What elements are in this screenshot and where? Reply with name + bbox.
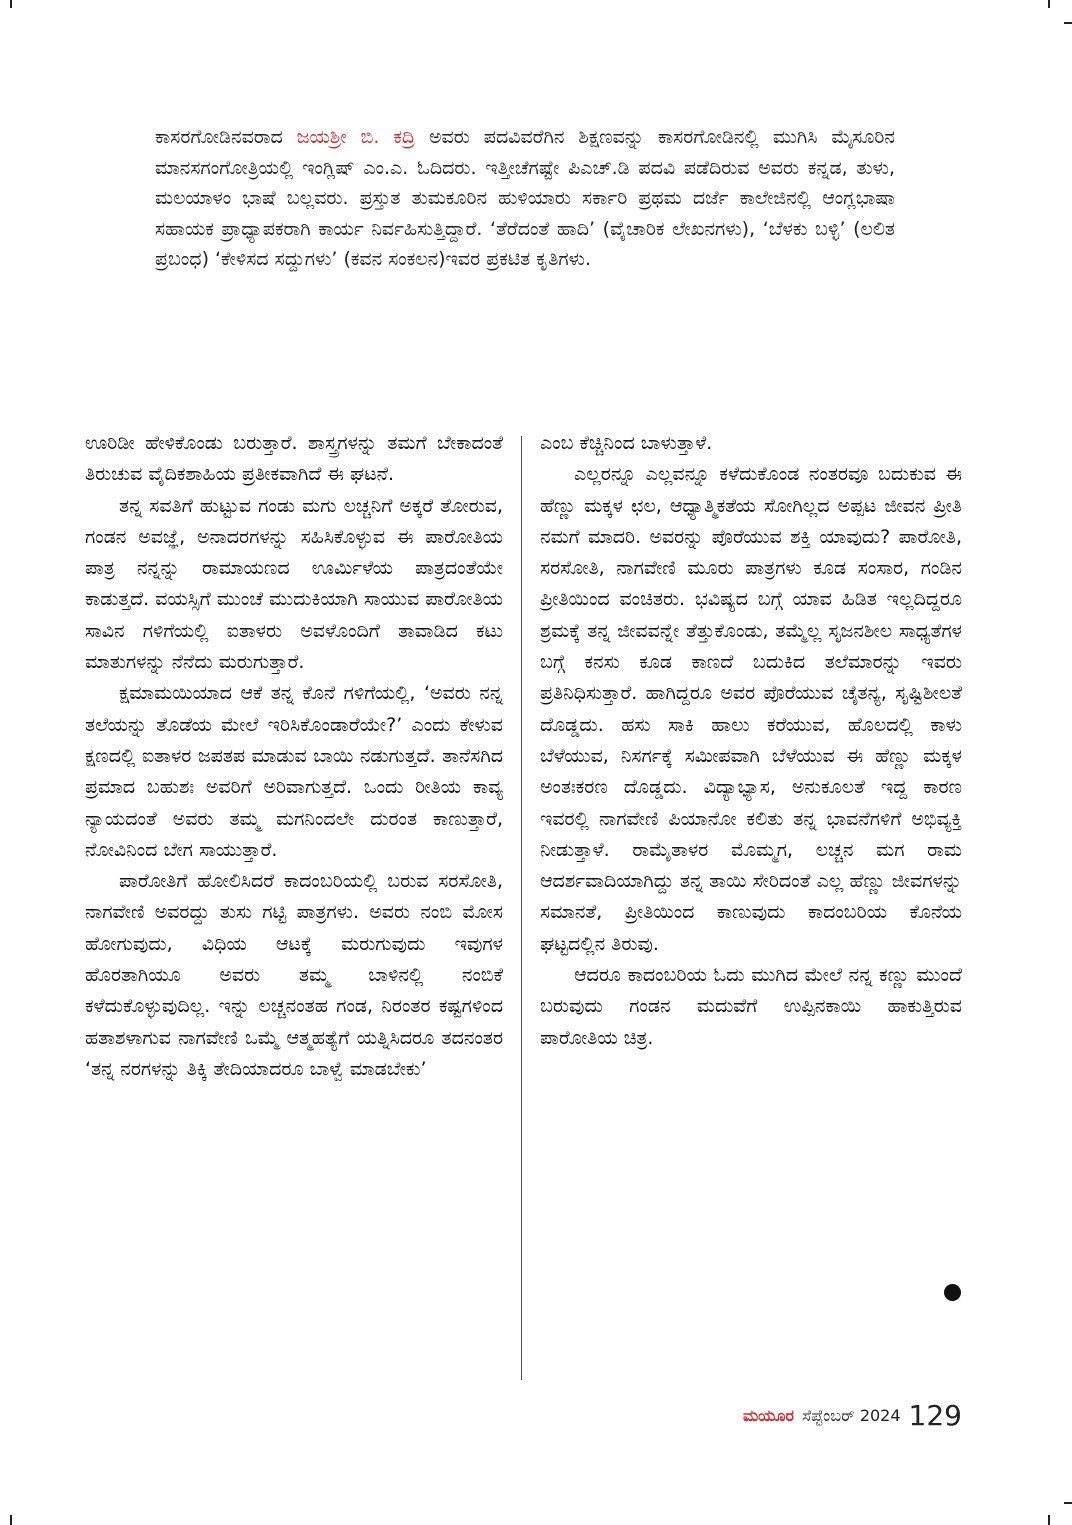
paragraph: ಎಂಬ ಕೆಚ್ಚಿನಿಂದ ಬಾಳುತ್ತಾಳೆ. xyxy=(540,432,713,454)
author-bio xyxy=(155,122,895,275)
issue-date: ಸೆಪ್ಟೆಂಬರ್ 2024 xyxy=(801,1406,901,1425)
paragraph: ತನ್ನ ಸವತಿಗೆ ಹುಟ್ಟುವ ಗಂಡು ಮಗು ಲಚ್ಚನಿಗೆ ಅಕ್ಕರೆ ತೋರುವ, ಗಂಡನ ಅವಜ್ಞೆ, ಅನಾದರಗಳನ್ನು ಸಹಿಸಿಕೊಳ್ಳುವ ಈ ಪಾರೋತಿಯ ಪಾತ್ರ ನನ್ನನ್ನು ರಾಮಾಯಣದ ಊರ್ಮಿಳೆಯ ಪಾತ್ರದಂತೆಯೇ ಕಾಡುತ್ತದೆ. ವಯಸ್ಸಿಗೆ ಮುಂಚೆ ಮುದುಕಿಯಾಗಿ ಸಾಯುವ ಪಾರೋತಿಯ ಸಾವಿನ ಗಳಿಗೆಯಲ್ಲಿ ಐತಾಳರು ಅವಳೊಂದಿಗೆ ತಾವಾಡಿದ ಕಟು ಮಾತುಗಳನ್ನು ನೆನೆದು ಮರುಗುತ್ತಾರೆ. xyxy=(85,494,503,674)
page-footer xyxy=(743,1392,962,1432)
paragraph: ಊರಿಡೀ ಹೇಳಿಕೊಂಡು ಬರುತ್ತಾರೆ. ಶಾಸ್ತ್ರಗಳನ್ನು ತಮಗೆ ಬೇಕಾದಂತೆ ತಿರುಚುವ ವೈದಿಕಶಾಹಿಯ ಪ್ರತೀಕವಾಗಿದೆ ಈ ಘಟನೆ. xyxy=(85,432,503,486)
paragraph: ಪಾರೋತಿಗೆ ಹೋಲಿಸಿದರೆ ಕಾದಂಬರಿಯಲ್ಲಿ ಬರುವ ಸರಸೋತಿ, ನಾಗವೇಣಿ ಅವರದ್ದು ತುಸು ಗಟ್ಟಿ ಪಾತ್ರಗಳು. ಅವರು ನಂಬಿ ಮೋಸ ಹೋಗುವುದು, ವಿಧಿಯ ಆಟಕ್ಕೆ ಮರುಗುವುದು ಇವುಗಳ ಹೊರತಾಗಿಯೂ ಅವರು ತಮ್ಮ ಬಾಳಿನಲ್ಲಿ ನಂಬಿಕೆ ಕಳೆದುಕೊಳ್ಳುವುದಿಲ್ಲ. ಇನ್ನು ಲಚ್ಚನಂತಹ ಗಂಡ, ನಿರಂತರ ಕಷ್ಟಗಳಿಂದ ಹತಾಶಳಾಗುವ ನಾಗವೇಣಿ ಒಮ್ಮೆ ಆತ್ಮಹತ್ಯೆಗೆ ಯತ್ನಿಸಿದರೂ ತದನಂತರ ‘ತನ್ನ ನರಗಳನ್ನು ತಿಕ್ಕಿ ತೇದಿಯಾದರೂ ಬಾಳ್ವೆ ಮಾಡಬೇಕು’ xyxy=(85,870,503,1080)
paragraph: ಕ್ಷಮಾಮಯಿಯಾದ ಆಕೆ ತನ್ನ ಕೊನೆ ಗಳಿಗೆಯಲ್ಲಿ, ‘ಅವರು ನನ್ನ ತಲೆಯನ್ನು ತೊಡೆಯ ಮೇಲೆ ಇರಿಸಿಕೊಂಡಾರೆಯೇ?’ ಎಂದು ಕೇಳುವ ಕ್ಷಣದಲ್ಲಿ ಐತಾಳರ ಜಪತಪ ಮಾಡುವ ಬಾಯಿ ನಡುಗುತ್ತದೆ. ತಾನೆಸಗಿದ ಪ್ರಮಾದ ಬಹುಶಃ ಅವರಿಗೆ ಅರಿವಾಗುತ್ತದೆ. ಒಂದು ರೀತಿಯ ಕಾವ್ಯ ನ್ಯಾಯದಂತೆ ಅವರು ತಮ್ಮ ಮಗನಿಂದಲೇ ದುರಂತ ಕಾಣುತ್ತಾರೆ, ನೋವಿನಿಂದ ಬೇಗ ಸಾಯುತ್ತಾರೆ. xyxy=(85,682,503,861)
crop-mark-bottom-right-h xyxy=(1064,1502,1072,1504)
crop-mark-top-right xyxy=(1048,0,1050,8)
article-column-left xyxy=(85,428,503,1085)
bio-body: ಅವರು ಪದವಿವರೆಗಿನ ಶಿಕ್ಷಣವನ್ನು ಕಾಸರಗೋಡಿನಲ್ಲಿ ಮುಗಿಸಿ ಮೈಸೂರಿನ ಮಾನಸಗಂಗೋತ್ರಿಯಲ್ಲಿ ಇಂಗ್ಲಿಷ್ ಎಂ.ಎ. ಓದಿದರು. ಇತ್ತೀಚೆಗಷ್ಟೇ ಪಿಎಚ್.ಡಿ ಪದವಿ ಪಡೆದಿರುವ ಅವರು ಕನ್ನಡ, ತುಳು, ಮಲಯಾಳಂ ಭಾಷೆ ಬಲ್ಲವರು. ಪ್ರಸ್ತುತ ತುಮಕೂರಿನ ಹುಳಿಯಾರು ಸರ್ಕಾರಿ ಪ್ರಥಮ ದರ್ಜೆ ಕಾಲೇಜಿನಲ್ಲಿ ಆಂಗ್ಲಭಾಷಾ ಸಹಾಯಕ ಪ್ರಾಧ್ಯಾಪಕರಾಗಿ ಕಾರ್ಯ ನಿರ್ವಹಿಸುತ್ತಿದ್ದಾರೆ. ‘ತೆರೆದಂತೆ ಹಾದಿ’ (ವೈಚಾರಿಕ ಲೇಖನಗಳು), ‘ಬೆಳಕು ಬಳ್ಳಿ’ (ಲಲಿತ ಪ್ರಬಂಧ) ‘ಕೇಳಿಸದ ಸದ್ದುಗಳು’ (ಕವನ ಸಂಕಲನ)ಇವರ ಪ್ರಕಟಿತ ಕೃತಿಗಳು. xyxy=(155,126,895,270)
page-number: 129 xyxy=(908,1399,962,1432)
crop-mark-bottom-left xyxy=(10,1515,12,1525)
crop-mark-top-left xyxy=(10,0,12,8)
paragraph: ಆದರೂ ಕಾದಂಬರಿಯ ಓದು ಮುಗಿದ ಮೇಲೆ ನನ್ನ ಕಣ್ಣು ಮುಂದೆ ಬರುವುದು ಗಂಡನ ಮದುವೆಗೆ ಉಪ್ಪಿನಕಾಯಿ ಹಾಕುತ್ತಿರುವ ಪಾರೋತಿಯ ಚಿತ್ರ. xyxy=(540,964,962,1049)
crop-mark-bottom-right xyxy=(1048,1515,1050,1525)
end-of-article-bullet-icon xyxy=(944,1284,961,1301)
crop-mark-top-right-h xyxy=(1064,22,1072,24)
column-divider xyxy=(521,436,522,1380)
paragraph: ಎಲ್ಲರನ್ನೂ ಎಲ್ಲವನ್ನೂ ಕಳೆದುಕೊಂಡ ನಂತರವೂ ಬದುಕುವ ಈ ಹೆಣ್ಣು ಮಕ್ಕಳ ಛಲ, ಆಧ್ಯಾತ್ಮಿಕತೆಯ ಸೋಗಿಲ್ಲದ ಅಪ್ಪಟ ಜೀವನ ಪ್ರೀತಿ ನಮಗೆ ಮಾದರಿ. ಅವರನ್ನು ಪೊರೆಯುವ ಶಕ್ತಿ ಯಾವುದು? ಪಾರೋತಿ, ಸರಸೋತಿ, ನಾಗವೇಣಿ ಮೂರು ಪಾತ್ರಗಳು ಕೂಡ ಸಂಸಾರ, ಗಂಡಿನ ಪ್ರೀತಿಯಿಂದ ವಂಚಿತರು. ಭವಿಷ್ಯದ ಬಗ್ಗೆ ಯಾವ ಹಿಡಿತ ಇಲ್ಲದಿದ್ದರೂ ಶ್ರಮಕ್ಕೆ ತನ್ನ ಜೀವವನ್ನೇ ತೆತ್ತುಕೊಂಡು, ತಮ್ಮೆಲ್ಲ ಸೃಜನಶೀಲ ಸಾಧ್ಯತೆಗಳ ಬಗ್ಗೆ ಕನಸು ಕೂಡ ಕಾಣದೆ ಬದುಕಿದ ತಲೆಮಾರನ್ನು ಇವರು ಪ್ರತಿನಿಧಿಸುತ್ತಾರೆ. ಹಾಗಿದ್ದರೂ ಅವರ ಪೊರೆಯುವ ಚೈತನ್ಯ, ಸೃಷ್ಟಿಶೀಲತೆ ದೊಡ್ಡದು. ಹಸು ಸಾಕಿ ಹಾಲು ಕರೆಯುವ, ಹೊಲದಲ್ಲಿ ಕಾಳು ಬೆಳೆಯುವ, ನಿಸರ್ಗಕ್ಕೆ ಸಮೀಪವಾಗಿ ಬೆಳೆಯುವ ಈ ಹೆಣ್ಣು ಮಕ್ಕಳ ಅಂತಃಕರಣ ದೊಡ್ಡದು. ವಿದ್ಯಾಭ್ಯಾಸ, ಅನುಕೂಲತೆ ಇದ್ದ ಕಾರಣ ಇವರಲ್ಲಿ ನಾಗವೇಣಿ ಪಿಯಾನೋ ಕಲಿತು ತನ್ನ ಭಾವನೆಗಳಿಗೆ ಅಭಿವ್ಯಕ್ತಿ ನೀಡುತ್ತಾಳೆ. ರಾಮೈತಾಳರ ಮೊಮ್ಮಗ, ಲಚ್ಚನ ಮಗ ರಾಮ ಆದರ್ಶವಾದಿಯಾಗಿದ್ದು ತನ್ನ ತಾಯಿ ಸೇರಿದಂತೆ ಎಲ್ಲ ಹೆಣ್ಣು ಜೀವಗಳನ್ನು ಸಮಾನತೆ, ಪ್ರೀತಿಯಿಂದ ಕಾಣುವುದು ಕಾದಂಬರಿಯ ಕೊನೆಯ ಘಟ್ಟದಲ್ಲಿನ ತಿರುವು. xyxy=(540,463,962,955)
magazine-logo: ಮಯೂರ xyxy=(742,1406,794,1425)
bio-lead: ಕಾಸರಗೋಡಿನವರಾದ xyxy=(155,126,297,148)
article-column-right xyxy=(540,428,962,1054)
author-name: ಜಯಶ್ರೀ ಬಿ. ಕದ್ರಿ xyxy=(296,126,416,148)
